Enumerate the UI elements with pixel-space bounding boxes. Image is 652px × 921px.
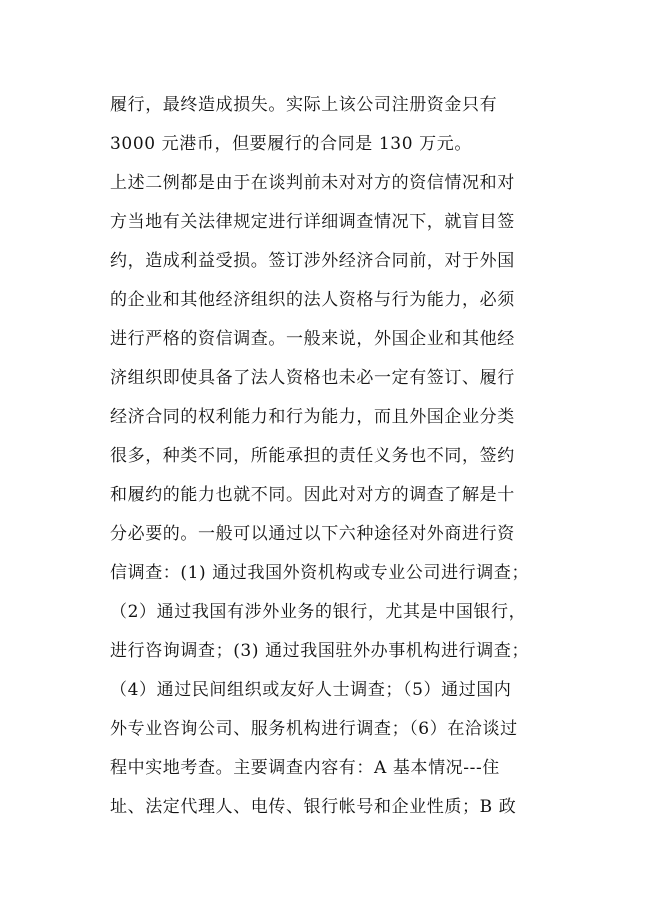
text-line: 址、法定代理人、电传、银行帐号和企业性质；B 政 <box>110 797 517 817</box>
text-line: 经济合同的权利能力和行为能力，而且外国企业分类 <box>110 407 515 427</box>
text-line: 3000 元港币，但要履行的合同是 130 万元。 <box>110 134 472 154</box>
text-line: （4）通过民间组织或友好人士调查；（5）通过国内 <box>110 680 512 700</box>
text-line: 济组织即使具备了法人资格也未必一定有签订、履行 <box>110 368 515 388</box>
text-line: 很多，种类不同，所能承担的责任义务也不同，签约 <box>110 446 515 466</box>
text-line: 信调查：(1) 通过我国外资机构或专业公司进行调查； <box>110 563 530 583</box>
text-line: （2）通过我国有涉外业务的银行，尤其是中国银行， <box>110 602 527 622</box>
text-line: 进行咨询调查；(3) 通过我国驻外办事机构进行调查； <box>110 641 530 661</box>
text-line: 的企业和其他经济组织的法人资格与行为能力，必须 <box>110 290 515 310</box>
text-line: 程中实地考查。主要调查内容有：A 基本情况---住 <box>110 758 500 778</box>
body-text <box>110 86 555 827</box>
text-line: 约，造成利益受损。签订涉外经济合同前，对于外国 <box>110 251 515 271</box>
text-line: 分必要的。一般可以通过以下六种途径对外商进行资 <box>110 524 515 544</box>
text-line: 和履约的能力也就不同。因此对对方的调查了解是十 <box>110 485 515 505</box>
text-line: 上述二例都是由于在谈判前未对对方的资信情况和对 <box>110 173 515 193</box>
text-line: 方当地有关法律规定进行详细调查情况下，就盲目签 <box>110 212 515 232</box>
text-line: 履行，最终造成损失。实际上该公司注册资金只有 <box>110 95 498 115</box>
text-line: 外专业咨询公司、服务机构进行调查；（6）在洽谈过 <box>110 719 518 739</box>
text-line: 进行严格的资信调查。一般来说，外国企业和其他经 <box>110 329 515 349</box>
